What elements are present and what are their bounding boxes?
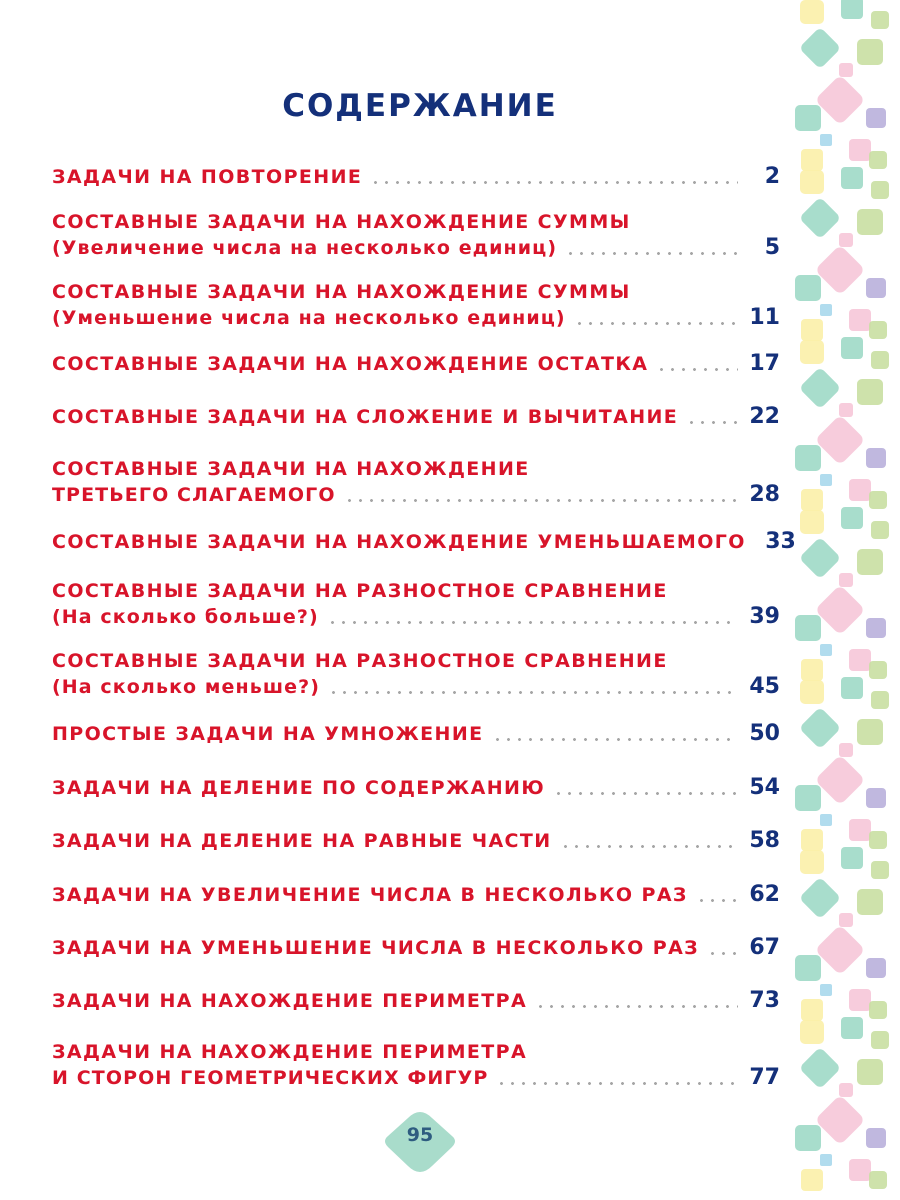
toc-entry [52, 935, 780, 961]
decorative-square [857, 719, 883, 745]
toc-page-number: 28 [749, 482, 780, 507]
decorative-square [801, 319, 823, 341]
decorative-square [820, 644, 832, 656]
decorative-square [857, 379, 883, 405]
dot-leader [565, 252, 738, 255]
decorative-square [820, 814, 832, 826]
toc-entry-title-line: ЗАДАЧИ НА ДЕЛЕНИЕ ПО СОДЕРЖАНИЮ [52, 777, 546, 799]
decorative-square [820, 1154, 832, 1166]
dot-leader [492, 738, 738, 741]
toc-entry-title-line: СОСТАВНЫЕ ЗАДАЧИ НА НАХОЖДЕНИЕ УМЕНЬШАЕМОГО [52, 531, 746, 553]
decorative-square [866, 108, 886, 128]
decorative-square [800, 510, 824, 534]
toc-entry [52, 721, 780, 747]
toc-entry-title-line: СОСТАВНЫЕ ЗАДАЧИ НА РАЗНОСТНОЕ СРАВНЕНИЕ [52, 580, 668, 602]
decorative-square [839, 1083, 853, 1097]
decorative-square [799, 367, 841, 409]
decorative-square [871, 521, 889, 539]
toc-entry-title-line: (На сколько больше?) [52, 606, 319, 628]
decorative-square [801, 149, 823, 171]
decorative-square [841, 1017, 863, 1039]
decorative-square [866, 618, 886, 638]
decorative-square [871, 691, 889, 709]
toc-entry [52, 988, 780, 1014]
decorative-square [871, 11, 889, 29]
decorative-square [800, 1020, 824, 1044]
decorative-square [795, 445, 821, 471]
decorative-square [871, 1031, 889, 1049]
toc-entry [52, 1039, 780, 1091]
toc-entry [52, 351, 780, 377]
decorative-square [869, 1171, 887, 1189]
toc-entry-title-line: ПРОСТЫЕ ЗАДАЧИ НА УМНОЖЕНИЕ [52, 723, 484, 745]
toc-entry [52, 404, 780, 430]
decorative-square [849, 139, 871, 161]
toc-page-number: 45 [749, 674, 780, 699]
decorative-square [799, 707, 841, 749]
decorative-border [790, 0, 900, 1200]
decorative-square [841, 847, 863, 869]
decorative-square [815, 75, 866, 126]
toc-entry-title-line: (На сколько меньше?) [52, 676, 321, 698]
decorative-square [849, 649, 871, 671]
decorative-square [839, 913, 853, 927]
decorative-square [820, 134, 832, 146]
decorative-square [857, 39, 883, 65]
toc-page-number: 22 [749, 404, 780, 429]
toc-entry-title-line: ЗАДАЧИ НА ДЕЛЕНИЕ НА РАВНЫЕ ЧАСТИ [52, 830, 552, 852]
decorative-square [795, 785, 821, 811]
dot-leader [686, 421, 738, 424]
toc-entry-title-line: ЗАДАЧИ НА УВЕЛИЧЕНИЕ ЧИСЛА В НЕСКОЛЬКО РАЗ [52, 884, 688, 906]
decorative-square [799, 197, 841, 239]
toc-entry [52, 456, 780, 508]
decorative-square [841, 337, 863, 359]
decorative-square [795, 1125, 821, 1151]
decorative-square [820, 304, 832, 316]
toc-entry [52, 529, 796, 555]
decorative-square [839, 63, 853, 77]
decorative-square [849, 1159, 871, 1181]
decorative-square [839, 233, 853, 247]
decorative-square [800, 170, 824, 194]
toc-page-number: 67 [749, 935, 780, 960]
decorative-square [815, 925, 866, 976]
decorative-square [815, 415, 866, 466]
decorative-square [869, 321, 887, 339]
dot-leader [327, 621, 738, 624]
dot-leader [707, 952, 738, 955]
toc-page-number: 11 [749, 305, 780, 330]
toc-entry [52, 828, 780, 854]
decorative-square [815, 245, 866, 296]
dot-leader [370, 181, 738, 184]
toc-entry-title-line: СОСТАВНЫЕ ЗАДАЧИ НА НАХОЖДЕНИЕ СУММЫ [52, 281, 631, 303]
toc-entry-title-line: (Уменьшение числа на несколько единиц) [52, 307, 566, 329]
dot-leader [496, 1082, 738, 1085]
decorative-square [795, 615, 821, 641]
decorative-square [866, 278, 886, 298]
decorative-square [857, 889, 883, 915]
decorative-square [869, 151, 887, 169]
decorative-square [801, 829, 823, 851]
decorative-square [841, 0, 863, 19]
decorative-square [795, 955, 821, 981]
decorative-square [820, 984, 832, 996]
toc-entry [52, 882, 780, 908]
dot-leader [344, 499, 738, 502]
decorative-square [799, 877, 841, 919]
toc-page-number: 62 [749, 882, 780, 907]
toc-entry-title-line: ЗАДАЧИ НА ПОВТОРЕНИЕ [52, 166, 363, 188]
toc-page-number: 17 [749, 351, 780, 376]
decorative-square [871, 181, 889, 199]
toc-entry-title-line: И СТОРОН ГЕОМЕТРИЧЕСКИХ ФИГУР [52, 1067, 489, 1089]
toc-entry-title-line: (Увеличение числа на несколько единиц) [52, 237, 558, 259]
dot-leader [328, 691, 738, 694]
decorative-square [795, 275, 821, 301]
decorative-square [866, 1128, 886, 1148]
decorative-square [795, 105, 821, 131]
dot-leader [560, 845, 738, 848]
toc-page-number: 50 [749, 721, 780, 746]
decorative-square [866, 958, 886, 978]
decorative-square [857, 209, 883, 235]
decorative-square [801, 659, 823, 681]
toc-entry [52, 164, 780, 190]
decorative-square [857, 1059, 883, 1085]
decorative-square [799, 537, 841, 579]
toc-entry [52, 775, 780, 801]
toc-page-number: 77 [749, 1065, 780, 1090]
decorative-squares-pattern [790, 0, 900, 1200]
toc-page-number: 54 [749, 775, 780, 800]
toc-page-number: 2 [764, 164, 780, 189]
toc-entry-title-line: СОСТАВНЫЕ ЗАДАЧИ НА РАЗНОСТНОЕ СРАВНЕНИЕ [52, 650, 668, 672]
toc-entry-title-line: СОСТАВНЫЕ ЗАДАЧИ НА НАХОЖДЕНИЕ ОСТАТКА [52, 353, 649, 375]
decorative-square [801, 999, 823, 1021]
decorative-square [839, 403, 853, 417]
toc-entry-title-line: СОСТАВНЫЕ ЗАДАЧИ НА НАХОЖДЕНИЕ [52, 458, 530, 480]
toc-entry-title-line: ЗАДАЧИ НА НАХОЖДЕНИЕ ПЕРИМЕТРА [52, 990, 528, 1012]
decorative-square [815, 1095, 866, 1146]
table-of-contents [52, 0, 796, 1200]
decorative-square [815, 585, 866, 636]
decorative-square [815, 755, 866, 806]
decorative-square [800, 680, 824, 704]
decorative-square [800, 340, 824, 364]
toc-entry-title-line: ЗАДАЧИ НА УМЕНЬШЕНИЕ ЧИСЛА В НЕСКОЛЬКО РАЗ [52, 937, 700, 959]
decorative-square [849, 989, 871, 1011]
decorative-square [849, 309, 871, 331]
decorative-square [841, 677, 863, 699]
decorative-square [869, 1001, 887, 1019]
dot-leader [535, 1005, 738, 1008]
decorative-square [866, 788, 886, 808]
decorative-square [869, 831, 887, 849]
decorative-square [849, 819, 871, 841]
decorative-square [800, 850, 824, 874]
decorative-square [871, 861, 889, 879]
decorative-square [801, 1169, 823, 1191]
toc-page-number: 39 [749, 604, 780, 629]
toc-page-number: 5 [764, 235, 780, 260]
decorative-square [857, 549, 883, 575]
decorative-square [799, 27, 841, 69]
decorative-square [839, 573, 853, 587]
page-number: 95 [406, 1124, 434, 1146]
decorative-square [866, 448, 886, 468]
decorative-square [800, 0, 824, 24]
toc-entry-title-line: ЗАДАЧИ НА НАХОЖДЕНИЕ ПЕРИМЕТРА [52, 1041, 528, 1063]
decorative-square [869, 491, 887, 509]
toc-entry-title-line: СОСТАВНЫЕ ЗАДАЧИ НА НАХОЖДЕНИЕ СУММЫ [52, 211, 631, 233]
page-title: СОДЕРЖАНИЕ [282, 88, 558, 124]
toc-entry [52, 209, 780, 261]
toc-entry [52, 578, 780, 630]
toc-entry-title-line: ТРЕТЬЕГО СЛАГАЕМОГО [52, 484, 336, 506]
decorative-square [841, 167, 863, 189]
decorative-square [871, 351, 889, 369]
dot-leader [696, 899, 738, 902]
decorative-square [801, 489, 823, 511]
decorative-square [869, 661, 887, 679]
decorative-square [820, 474, 832, 486]
decorative-square [799, 1047, 841, 1089]
dot-leader [574, 322, 738, 325]
toc-page-number: 58 [749, 828, 780, 853]
toc-entry [52, 279, 780, 331]
dot-leader [656, 368, 738, 371]
toc-entry-title-line: СОСТАВНЫЕ ЗАДАЧИ НА СЛОЖЕНИЕ И ВЫЧИТАНИЕ [52, 406, 679, 428]
toc-entry [52, 648, 780, 700]
toc-page-number: 73 [749, 988, 780, 1013]
toc-page-number: 33 [765, 529, 796, 554]
decorative-square [849, 479, 871, 501]
decorative-square [841, 507, 863, 529]
decorative-square [839, 743, 853, 757]
dot-leader [553, 792, 738, 795]
